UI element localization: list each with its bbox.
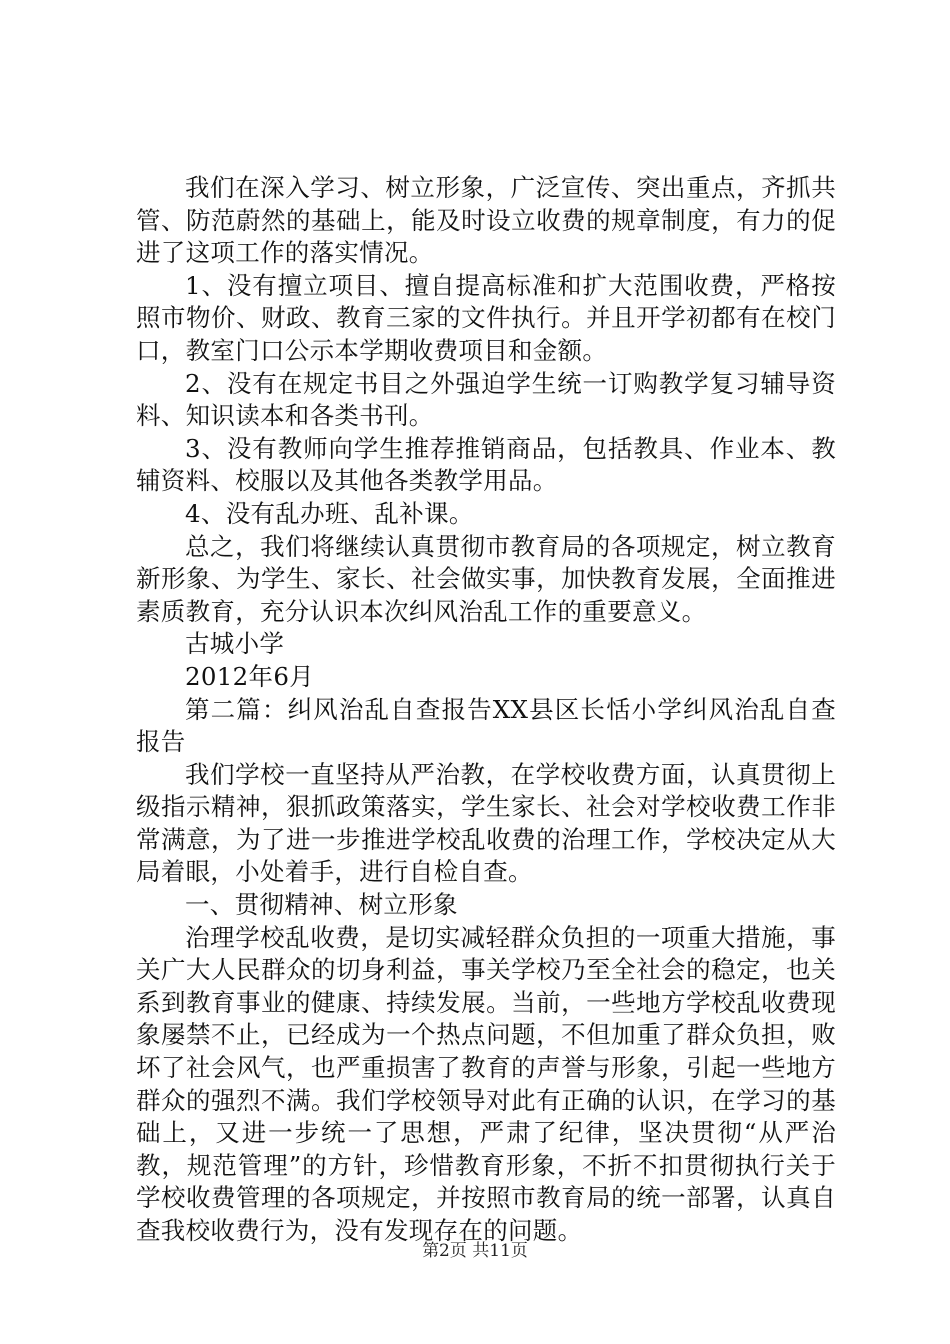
paragraph-item-1: 1、没有擅立项目、擅自提高标准和扩大范围收费，严格按照市物价、财政、教育三家的文件执行。并且开学初都有在校门口，教室门口公示本学期收费项目和金额。 xyxy=(136,270,836,365)
paragraph-conclusion: 总之，我们将继续认真贯彻市教育局的各项规定，树立教育新形象、为学生、家长、社会做实事，加快教育发展，全面推进素质教育，充分认识本次纠风治乱工作的重要意义。 xyxy=(136,531,836,626)
signature-school: 古城小学 xyxy=(185,629,285,659)
section-title-part-two: 第二篇：纠风治乱自查报告XX县区长恬小学纠风治乱自查报告 xyxy=(136,694,836,757)
paragraph-item-2: 2、没有在规定书目之外强迫学生统一订购教学复习辅导资料、知识读本和各类书刊。 xyxy=(136,368,836,431)
section-heading-one: 一、贯彻精神、树立形象 xyxy=(185,890,458,920)
paragraph-part-two-intro: 我们学校一直坚持从严治教，在学校收费方面，认真贯彻上级指示精神，狠抓政策落实，学生家长、社会对学校收费工作非常满意，为了进一步推进学校乱收费的治理工作，学校决定从大局着眼，小处着手，进行自检自查。 xyxy=(136,759,836,887)
page-footer: 第2页 共11页 xyxy=(422,1241,528,1261)
document-body xyxy=(136,172,836,1248)
paragraph-item-4: 4、没有乱办班、乱补课。 xyxy=(185,498,474,528)
signature-date: 2012年6月 xyxy=(185,661,315,691)
paragraph-intro: 我们在深入学习、树立形象，广泛宣传、突出重点，齐抓共管、防范蔚然的基础上，能及时设立收费的规章制度，有力的促进了这项工作的落实情况。 xyxy=(136,173,836,268)
paragraph-item-3: 3、没有教师向学生推荐推销商品，包括教具、作业本、教辅资料、校服以及其他各类教学用品。 xyxy=(136,433,836,496)
paragraph-section-one-body: 治理学校乱收费，是切实减轻群众负担的一项重大措施，事关广大人民群众的切身利益，事关学校乃至全社会的稳定，也关系到教育事业的健康、持续发展。当前，一些地方学校乱收费现象屡禁不止，已经成为一个热点问题，不但加重了群众负担，败坏了社会风气，也严重损害了教育的声誉与形象，引起一些地方群众的强烈不满。我们学校领导对此有正确的认识，在学习的基础上，又进一步统一了思想，严肃了纪律，坚决贯彻“从严治教，规范管理”的方针，珍惜教育形象，不折不扣贯彻执行关于学校收费管理的各项规定，并按照市教育局的统一部署，认真自查我校收费行为，没有发现存在的问题。 xyxy=(136,922,836,1245)
